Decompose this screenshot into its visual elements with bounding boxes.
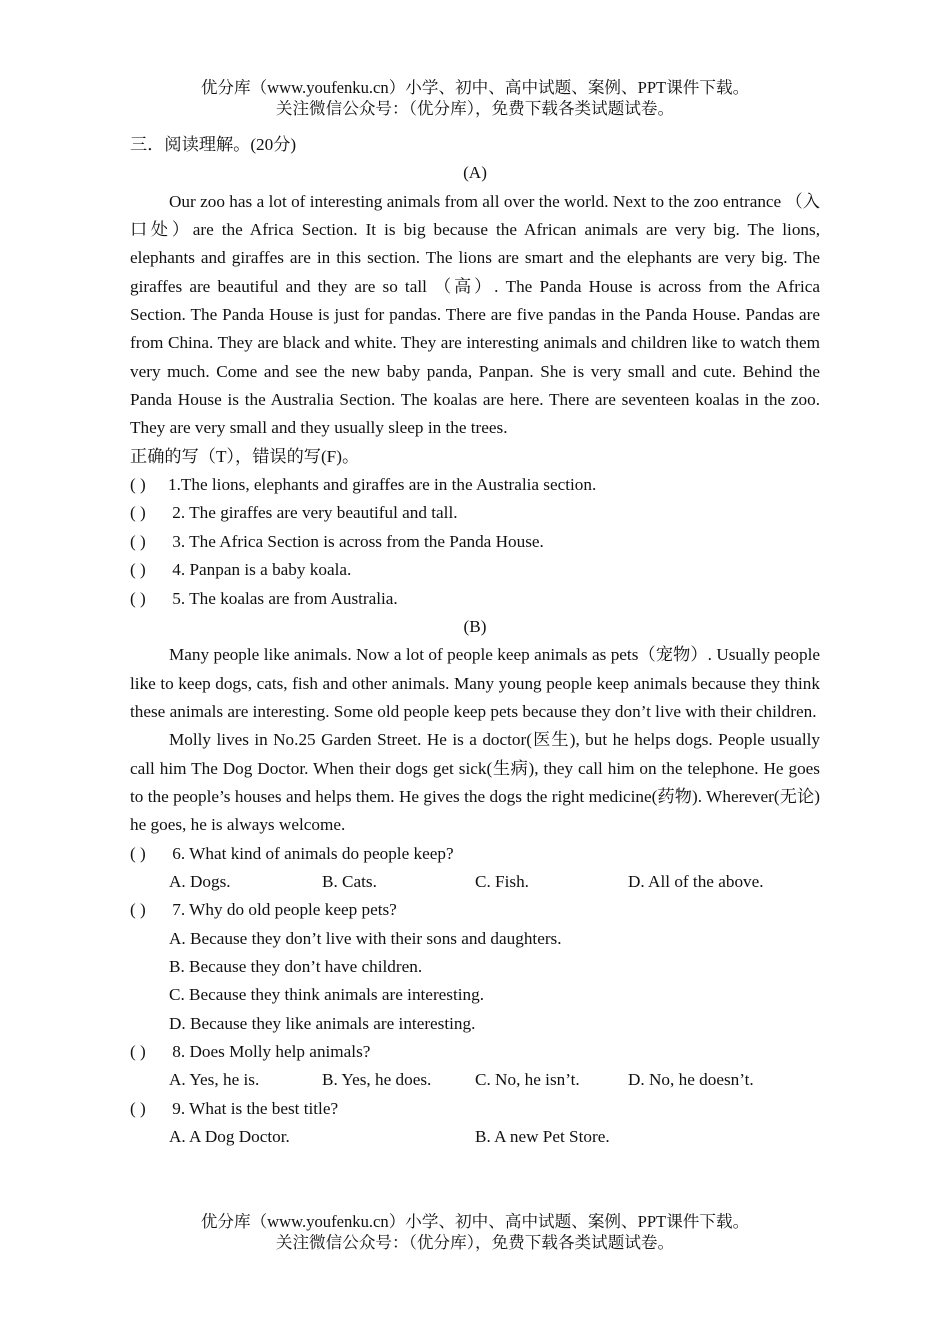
question-6-options bbox=[130, 868, 820, 896]
option-c: C. Fish. bbox=[475, 871, 529, 891]
question-3 bbox=[130, 528, 820, 556]
option-d: D. No, he doesn’t. bbox=[628, 1070, 754, 1090]
question-text: 2. The giraffes are very beautiful and tall. bbox=[168, 503, 458, 523]
answer-blank[interactable]: ( ) bbox=[130, 1042, 146, 1061]
question-text: 3. The Africa Section is across from the Panda House. bbox=[168, 531, 544, 551]
option-a: A. Dogs. bbox=[169, 871, 231, 891]
question-4 bbox=[130, 556, 820, 584]
page-footer bbox=[0, 1211, 950, 1253]
reading-section bbox=[130, 131, 820, 1151]
question-7 bbox=[130, 896, 820, 924]
part-b-passage-2: Molly lives in No.25 Garden Street. He is a doctor(医生), but he helps dogs. People usually call him The Dog Doctor. When their dogs get sick(生病), they call him on the telephone. He goes to the people’s houses and helps them. He gives the dogs the right medicine(药物). Wherever(无论) he goes, he is always welcome. bbox=[130, 730, 820, 835]
question-6 bbox=[130, 840, 820, 868]
option-c: C. Because they think animals are interesting. bbox=[169, 985, 485, 1005]
part-a-passage: Our zoo has a lot of interesting animals from all over the world. Next to the zoo entrance （入口处）are the Africa Section. It is big because the African animals are very big. The lions, elephants and giraffes are in this section. The lions are smart and the elephants are very big. The giraffes are beautiful and they are so tall （高）. The Panda House is across from the Africa Section. The Panda House is just for pandas. There are five pandas in the Panda House. Pandas are from China. They are black and white. They are interesting animals and children like to watch them very much. Come and see the new baby panda, Panpan. She is very small and cute. Behind the Panda House is the Australia Section. The koalas are here. There are seventeen koalas in the zoo. They are very small and they usually sleep in the trees. bbox=[130, 191, 820, 438]
question-text: 8. Does Molly help animals? bbox=[168, 1042, 371, 1061]
question-5 bbox=[130, 585, 820, 613]
section-title: 三．阅读理解。(20分) bbox=[130, 135, 297, 154]
option-a: A. Because they don’t live with their sons and daughters. bbox=[169, 928, 562, 948]
part-b-passage-1: Many people like animals. Now a lot of people keep animals as pets（宠物）. Usually people like to keep dogs, cats, fish and other animals. Many young people keep animals because they think these animals are interesting. Some old people keep pets because they don’t live with their children. bbox=[130, 645, 820, 721]
answer-blank[interactable]: ( ) bbox=[130, 1098, 146, 1118]
question-text: 5. The koalas are from Australia. bbox=[168, 588, 398, 608]
question-8-options bbox=[130, 1066, 820, 1094]
footer-line-1: 优分库（www.youfenku.cn）小学、初中、高中试题、案例、PPT课件下载。 bbox=[200, 1212, 750, 1231]
question-text: 9. What is the best title? bbox=[168, 1098, 339, 1118]
answer-blank[interactable]: ( ) bbox=[130, 531, 146, 551]
option-a: A. Yes, he is. bbox=[169, 1070, 260, 1090]
header-line-1: 优分库（www.youfenku.cn）小学、初中、高中试题、案例、PPT课件下载。 bbox=[200, 78, 750, 97]
question-text: 7. Why do old people keep pets? bbox=[168, 900, 397, 920]
question-9-options bbox=[130, 1123, 820, 1151]
answer-blank[interactable]: ( ) bbox=[130, 503, 146, 523]
question-text: 1.The lions, elephants and giraffes are in the Australia section. bbox=[168, 475, 597, 495]
answer-blank[interactable]: ( ) bbox=[130, 560, 146, 580]
answer-blank[interactable]: ( ) bbox=[130, 900, 146, 920]
option-b: B. Cats. bbox=[322, 871, 377, 891]
option-b: B. A new Pet Store. bbox=[475, 1127, 610, 1147]
question-9 bbox=[130, 1095, 820, 1123]
option-d: D. Because they like animals are interesting. bbox=[169, 1013, 476, 1033]
answer-blank[interactable]: ( ) bbox=[130, 843, 146, 863]
answer-blank[interactable]: ( ) bbox=[130, 475, 146, 495]
option-d: D. All of the above. bbox=[628, 871, 764, 891]
option-b: B. Because they don’t have children. bbox=[169, 956, 423, 976]
option-b: B. Yes, he does. bbox=[322, 1070, 432, 1090]
option-c: C. No, he isn’t. bbox=[475, 1070, 580, 1090]
footer-line-2: 关注微信公众号：（优分库），免费下载各类试题试卷。 bbox=[275, 1233, 675, 1252]
answer-blank[interactable]: ( ) bbox=[130, 588, 146, 608]
question-8 bbox=[130, 1038, 820, 1066]
part-a-heading: (A) bbox=[463, 163, 487, 183]
option-a: A. A Dog Doctor. bbox=[169, 1127, 290, 1147]
page-header bbox=[0, 77, 950, 119]
question-text: 6. What kind of animals do people keep? bbox=[168, 843, 454, 863]
question-2 bbox=[130, 499, 820, 527]
question-1 bbox=[130, 471, 820, 499]
part-b-heading: (B) bbox=[463, 616, 487, 636]
question-text: 4. Panpan is a baby koala. bbox=[168, 560, 352, 580]
part-a-instruction: 正确的写（T），错误的写(F)。 bbox=[130, 446, 360, 466]
header-line-2: 关注微信公众号：（优分库），免费下载各类试题试卷。 bbox=[275, 99, 675, 118]
